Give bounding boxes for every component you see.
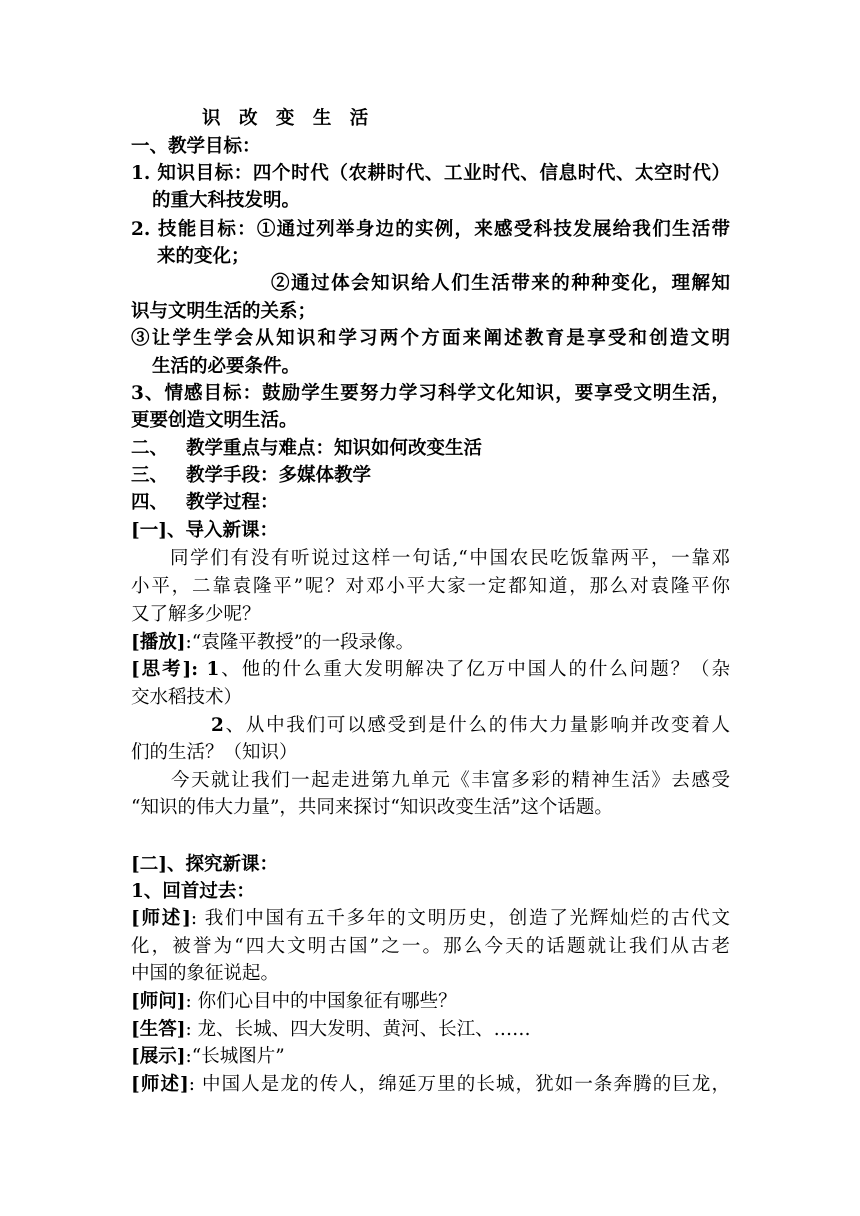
line-text: : 中国人是龙的传人，绵延万里的长城，犹如一条奔腾的巨龙， <box>188 1074 730 1095</box>
line-text: :“长城图片” <box>185 1046 285 1067</box>
doc-title: 识 改 变 生 活 <box>202 108 375 129</box>
text-line <box>211 713 730 739</box>
text-line: 今天就让我们一起走进第九单元《丰富多彩的精神生活》去感受 <box>171 770 730 791</box>
subsection-heading-review: 1、回首过去： <box>131 881 255 902</box>
tag-label: [师问] <box>131 991 186 1012</box>
section-heading-focus: 教学重点与难点：知识如何改变生活 <box>186 438 483 459</box>
text-line <box>131 1072 730 1098</box>
text-line: 更要创造文明生活。 <box>131 410 298 431</box>
text-line: 3、情感目标：鼓励学生要努力学习科学文化知识，要享受文明生活， <box>131 383 730 404</box>
section-number: 三、 <box>131 465 169 486</box>
text-line: 识与文明生活的关系； <box>131 301 317 322</box>
line-text: 、他的什么重大发明解决了亿万中国人的什么问题？（杂 <box>219 659 730 680</box>
text-line: 中国的象征说起。 <box>131 963 280 984</box>
item-number: : 1 <box>191 659 220 680</box>
text-line: 化，被誉为“四大文明古国”之一。那么今天的话题就让我们从古老 <box>131 936 730 957</box>
section-heading-process: 教学过程： <box>186 492 279 513</box>
text-line: ③让学生学会从知识和学习两个方面来阐述教育是享受和创造文明 <box>131 328 730 349</box>
section-number: 二、 <box>131 438 169 459</box>
text-line: 小平，二靠袁隆平”呢？对邓小平大家一定都知道，那么对袁隆平你 <box>131 576 730 597</box>
text-line <box>131 989 457 1015</box>
tag-label: [思考] <box>131 659 192 680</box>
text-line: 的重大科技发明。 <box>152 190 301 211</box>
text-line: 们的生活？（知识） <box>131 742 298 763</box>
section-heading-objectives: 一、教学目标： <box>131 136 261 157</box>
text-line <box>131 630 414 656</box>
text-line: 交水稻技术） <box>131 687 243 708</box>
section-number: 四、 <box>131 492 169 513</box>
text-line: 同学们有没有听说过这样一句话,“中国农民吃饭靠两平，一靠邓 <box>170 548 730 569</box>
line-text: : 龙、长城、四大发明、黄河、长江、…… <box>185 1019 531 1040</box>
line-text: :“袁隆平教授”的一段录像。 <box>185 632 415 653</box>
text-line <box>131 906 730 932</box>
tag-label: [师述] <box>131 1074 189 1095</box>
tag-label: [播放] <box>131 632 186 653</box>
tag-label: [师述] <box>131 908 191 929</box>
section-heading-means: 教学手段：多媒体教学 <box>186 465 372 486</box>
line-text: : 我们中国有五千多年的文明历史，创造了光辉灿烂的古代文 <box>190 908 730 929</box>
text-line <box>131 1044 285 1070</box>
line-text: 、从中我们可以感受到是什么的伟大力量影响并改变着人 <box>223 715 730 736</box>
text-line: “知识的伟大力量”，共同来探讨“知识改变生活”这个话题。 <box>131 797 613 818</box>
subsection-heading-intro: [一]、导入新课： <box>131 520 279 541</box>
text-line: 生活的必要条件。 <box>152 356 301 377</box>
item-number: 2 <box>211 715 224 736</box>
text-line <box>131 1017 531 1043</box>
text-line: 1. 知识目标：四个时代（农耕时代、工业时代、信息时代、太空时代） <box>131 163 730 184</box>
tag-label: [展示] <box>131 1046 186 1067</box>
subsection-heading-explore: [二]、探究新课： <box>131 854 279 875</box>
text-line <box>131 657 730 683</box>
tag-label: [生答] <box>131 1019 186 1040</box>
text-line: ②通过体会知识给人们生活带来的种种变化，理解知 <box>271 273 730 294</box>
text-line: 2. 技能目标：①通过列举身边的实例，来感受科技发展给我们生活带 <box>131 219 730 240</box>
text-line: 又了解多少呢？ <box>131 604 261 625</box>
text-line: 来的变化； <box>157 246 250 267</box>
line-text: : 你们心目中的中国象征有哪些？ <box>185 991 457 1012</box>
